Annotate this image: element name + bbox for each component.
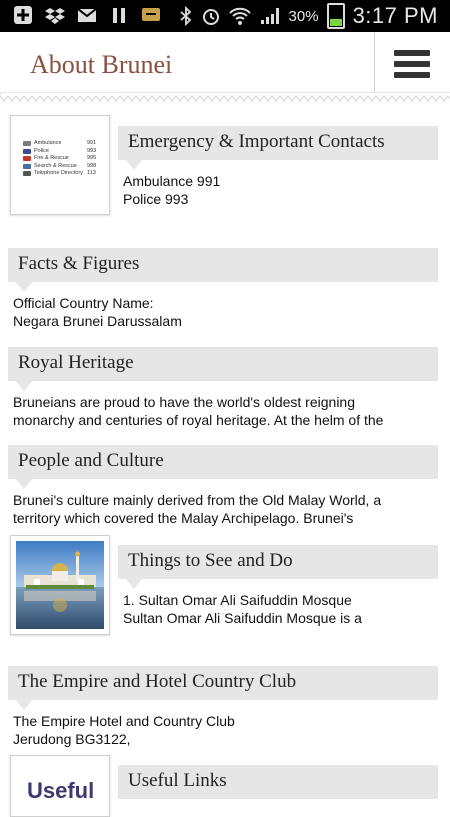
facts-summary: Official Country Name: Negara Brunei Darussalam bbox=[13, 295, 182, 329]
mini-contact-number: 995 bbox=[87, 155, 97, 161]
mini-contact-row bbox=[23, 162, 97, 171]
signal-icon bbox=[259, 6, 281, 26]
mosque-thumbnail[interactable] bbox=[10, 535, 110, 635]
menu-button[interactable] bbox=[394, 50, 430, 80]
mini-contact-label: Ambulance bbox=[34, 140, 62, 146]
mini-contact-label: Fire & Rescue bbox=[34, 155, 69, 161]
plus-icon bbox=[12, 5, 34, 25]
empire-summary: The Empire Hotel and Country Club Jerudong BG3122, bbox=[13, 713, 235, 747]
header-divider bbox=[374, 32, 375, 96]
mini-contact-number: 991 bbox=[87, 140, 97, 146]
gmail-icon bbox=[76, 5, 98, 25]
clock-time: 3:17 PM bbox=[352, 3, 438, 28]
section-title: People and Culture bbox=[18, 450, 164, 471]
bluetooth-icon bbox=[179, 6, 193, 26]
empire-section-header[interactable] bbox=[8, 666, 438, 700]
things-to-do-summary: 1. Sultan Omar Ali Saifuddin Mosque Sultan Omar Ali Saifuddin Mosque is a bbox=[123, 592, 362, 626]
mini-contact-row bbox=[23, 155, 97, 163]
mini-contact-number: 993 bbox=[87, 147, 97, 154]
emergency-thumbnail[interactable] bbox=[10, 115, 110, 215]
contact-icon bbox=[23, 156, 31, 161]
people-culture-summary: Brunei's culture mainly derived from the Old Malay World, a territory which covered the Malay Archipelago. Brunei's bbox=[13, 492, 382, 526]
contact-icon bbox=[23, 149, 31, 154]
useful-links-section-header[interactable] bbox=[118, 765, 438, 799]
battery-percent: 30% bbox=[288, 7, 319, 25]
things-to-do-section-header[interactable] bbox=[118, 545, 438, 579]
battery-icon bbox=[327, 3, 345, 29]
section-title: Facts & Figures bbox=[18, 253, 140, 274]
mini-contact-row bbox=[23, 147, 97, 156]
contact-icon bbox=[23, 141, 31, 146]
menu-icon bbox=[394, 50, 430, 56]
mini-contact-label: Search & Rescue bbox=[34, 162, 77, 169]
royal-heritage-section-header[interactable] bbox=[8, 347, 438, 381]
mosque-image bbox=[16, 541, 104, 629]
mini-contact-row bbox=[23, 170, 96, 178]
pause-icon bbox=[108, 5, 130, 25]
emergency-mini-list bbox=[23, 140, 97, 178]
mini-contact-number: 998 bbox=[87, 162, 97, 169]
mini-contact-row bbox=[23, 140, 97, 148]
facts-section-header[interactable] bbox=[8, 248, 438, 282]
mini-contact-number: 113 bbox=[87, 170, 96, 176]
contact-icon bbox=[23, 171, 31, 176]
section-title: The Empire and Hotel Country Club bbox=[18, 671, 297, 692]
system-icons bbox=[179, 3, 438, 29]
section-title: Useful Links bbox=[128, 770, 227, 791]
contact-icon bbox=[23, 164, 31, 169]
app-header bbox=[0, 32, 450, 96]
status-bar bbox=[0, 0, 450, 32]
mini-contact-label: Telephone Directory bbox=[34, 170, 83, 176]
page-title: About Brunei bbox=[30, 50, 173, 79]
section-title: Emergency & Important Contacts bbox=[128, 131, 385, 152]
mini-contact-label: Police bbox=[34, 147, 49, 154]
alarm-icon bbox=[201, 6, 221, 26]
emergency-summary: Ambulance 991 Police 993 bbox=[123, 173, 221, 207]
royal-heritage-summary: Bruneians are proud to have the world's oldest reigning monarchy and centuries of royal heritage. At the helm of the bbox=[13, 394, 384, 428]
useful-links-thumb-text: Useful bbox=[27, 778, 95, 803]
notification-icons bbox=[12, 5, 162, 25]
chat-icon bbox=[140, 5, 162, 25]
section-title: Things to See and Do bbox=[128, 550, 293, 571]
emergency-section-header[interactable] bbox=[118, 126, 438, 160]
section-title: Royal Heritage bbox=[18, 352, 134, 373]
dropbox-icon bbox=[44, 5, 66, 25]
useful-links-thumbnail[interactable] bbox=[10, 755, 110, 817]
people-culture-section-header[interactable] bbox=[8, 445, 438, 479]
wifi-icon bbox=[229, 6, 251, 26]
header-zigzag-border bbox=[0, 92, 450, 102]
